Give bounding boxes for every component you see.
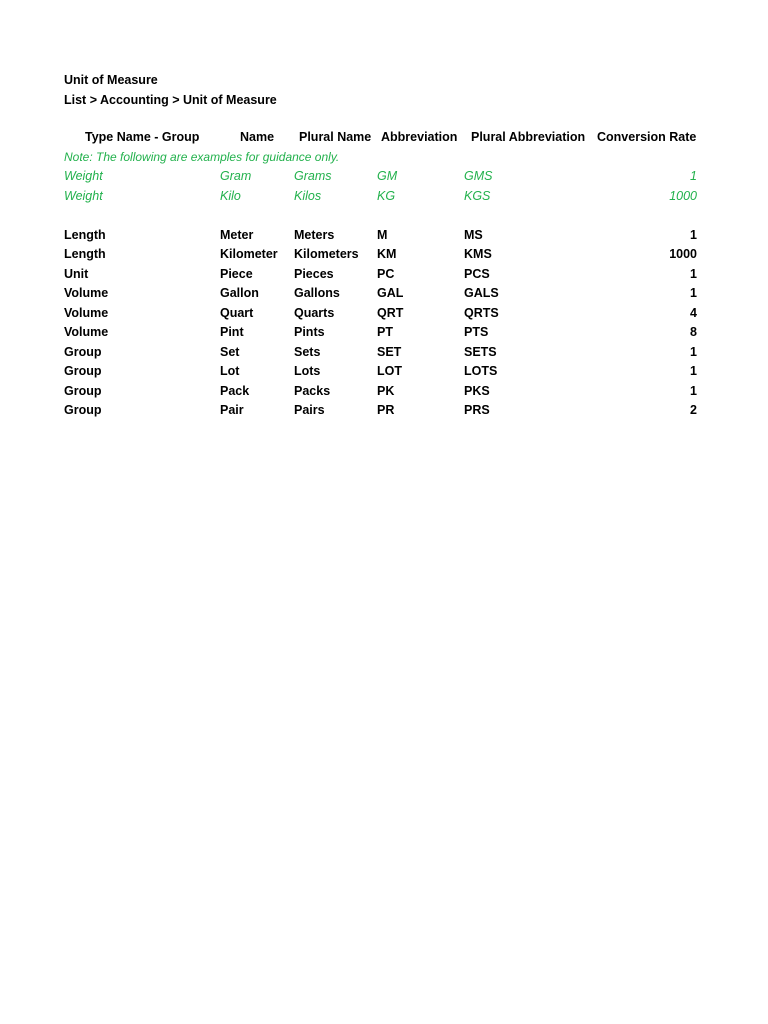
conversion-rate-cell: 1 <box>690 383 697 398</box>
conversion-rate-cell: 1 <box>690 344 697 359</box>
table-row <box>64 343 704 363</box>
plural-abbreviation-cell: PTS <box>464 325 489 339</box>
table-header-row <box>64 127 704 148</box>
table-row <box>64 284 704 304</box>
type-group-cell: Group <box>64 344 102 359</box>
table-row <box>64 304 704 324</box>
example-note <box>64 148 704 167</box>
plural-abbreviation-cell: GMS <box>464 169 493 183</box>
name-cell: Pair <box>220 403 244 417</box>
example-row <box>64 167 704 187</box>
plural-name-cell: Meters <box>294 227 335 242</box>
plural-abbreviation-cell: QRTS <box>464 305 499 320</box>
plural-abbreviation-cell: PKS <box>464 383 490 398</box>
name-cell: Quart <box>220 305 254 320</box>
type-group-cell: Volume <box>64 286 109 300</box>
type-group-cell: Length <box>64 227 106 242</box>
abbreviation-cell: PR <box>377 403 395 417</box>
conversion-rate-cell: 8 <box>690 325 697 339</box>
name-cell: Kilometer <box>220 247 278 261</box>
example-rows <box>64 167 704 206</box>
table-row <box>64 401 704 421</box>
abbreviation-cell: PK <box>377 383 395 398</box>
abbreviation-cell: GM <box>377 169 398 183</box>
type-group-cell: Group <box>64 383 102 398</box>
plural-abbreviation-cell: MS <box>464 227 483 242</box>
abbreviation-cell: SET <box>377 344 402 359</box>
abbreviation-cell: QRT <box>377 305 404 320</box>
type-group-cell: Weight <box>64 188 103 203</box>
conversion-rate-cell: 4 <box>690 305 697 320</box>
conversion-rate-cell: 1 <box>690 169 697 183</box>
data-rows <box>64 226 704 421</box>
table-row <box>64 265 704 285</box>
name-cell: Pint <box>220 325 244 339</box>
document-page <box>64 70 704 421</box>
name-cell: Lot <box>220 364 240 378</box>
name-cell: Kilo <box>220 188 241 203</box>
header-plural-abbreviation: Plural Abbreviation <box>471 130 586 144</box>
plural-name-cell: Grams <box>294 169 332 183</box>
type-group-cell: Length <box>64 247 106 261</box>
abbreviation-cell: M <box>377 227 388 242</box>
abbreviation-cell: LOT <box>377 364 402 378</box>
name-cell: Gallon <box>220 286 259 300</box>
plural-abbreviation-cell: LOTS <box>464 364 498 378</box>
type-group-cell: Unit <box>64 266 89 281</box>
plural-name-cell: Sets <box>294 344 321 359</box>
plural-abbreviation-cell: PCS <box>464 266 490 281</box>
header-name: Name <box>240 130 275 144</box>
plural-name-cell: Pints <box>294 325 325 339</box>
name-cell: Meter <box>220 227 254 242</box>
plural-name-cell: Pairs <box>294 403 325 417</box>
conversion-rate-cell: 1 <box>690 364 697 378</box>
plural-name-cell: Gallons <box>294 286 340 300</box>
page-title: Unit of Measure <box>64 73 158 87</box>
plural-name-cell: Quarts <box>294 305 335 320</box>
table-row <box>64 362 704 382</box>
conversion-rate-cell: 1 <box>690 266 697 281</box>
name-cell: Gram <box>220 169 252 183</box>
header-conversion-rate: Conversion Rate <box>597 130 697 144</box>
abbreviation-cell: GAL <box>377 286 404 300</box>
type-group-cell: Volume <box>64 325 109 339</box>
name-cell: Set <box>220 344 240 359</box>
table-row <box>64 382 704 402</box>
conversion-rate-cell: 1000 <box>669 188 697 203</box>
type-group-cell: Weight <box>64 169 103 183</box>
plural-abbreviation-cell: PRS <box>464 403 490 417</box>
name-cell: Pack <box>220 383 250 398</box>
table-row <box>64 226 704 246</box>
table-row <box>64 245 704 265</box>
type-group-cell: Volume <box>64 305 109 320</box>
plural-abbreviation-cell: GALS <box>464 286 499 300</box>
type-group-cell: Group <box>64 364 102 378</box>
plural-abbreviation-cell: KMS <box>464 247 492 261</box>
name-cell: Piece <box>220 266 253 281</box>
plural-name-cell: Kilometers <box>294 247 359 261</box>
row-spacer <box>64 206 704 226</box>
breadcrumb: List > Accounting > Unit of Measure <box>64 93 277 107</box>
conversion-rate-cell: 2 <box>690 403 697 417</box>
plural-abbreviation-cell: SETS <box>464 344 497 359</box>
plural-name-cell: Packs <box>294 383 331 398</box>
abbreviation-cell: PT <box>377 325 393 339</box>
table-row <box>64 323 704 343</box>
unit-of-measure-table <box>64 127 704 421</box>
note-text: Note: The following are examples for guidance only. <box>64 150 340 164</box>
abbreviation-cell: PC <box>377 266 395 281</box>
header-plural-name: Plural Name <box>299 130 372 144</box>
plural-name-cell: Kilos <box>294 188 322 203</box>
example-row <box>64 187 704 207</box>
abbreviation-cell: KM <box>377 247 397 261</box>
type-group-cell: Group <box>64 403 102 417</box>
conversion-rate-cell: 1 <box>690 227 697 242</box>
header-type-name-group: Type Name - Group <box>85 130 200 144</box>
plural-abbreviation-cell: KGS <box>464 188 491 203</box>
conversion-rate-cell: 1000 <box>669 247 697 261</box>
plural-name-cell: Pieces <box>294 266 334 281</box>
conversion-rate-cell: 1 <box>690 286 697 300</box>
abbreviation-cell: KG <box>377 188 396 203</box>
header-abbreviation: Abbreviation <box>381 130 458 144</box>
plural-name-cell: Lots <box>294 364 321 378</box>
